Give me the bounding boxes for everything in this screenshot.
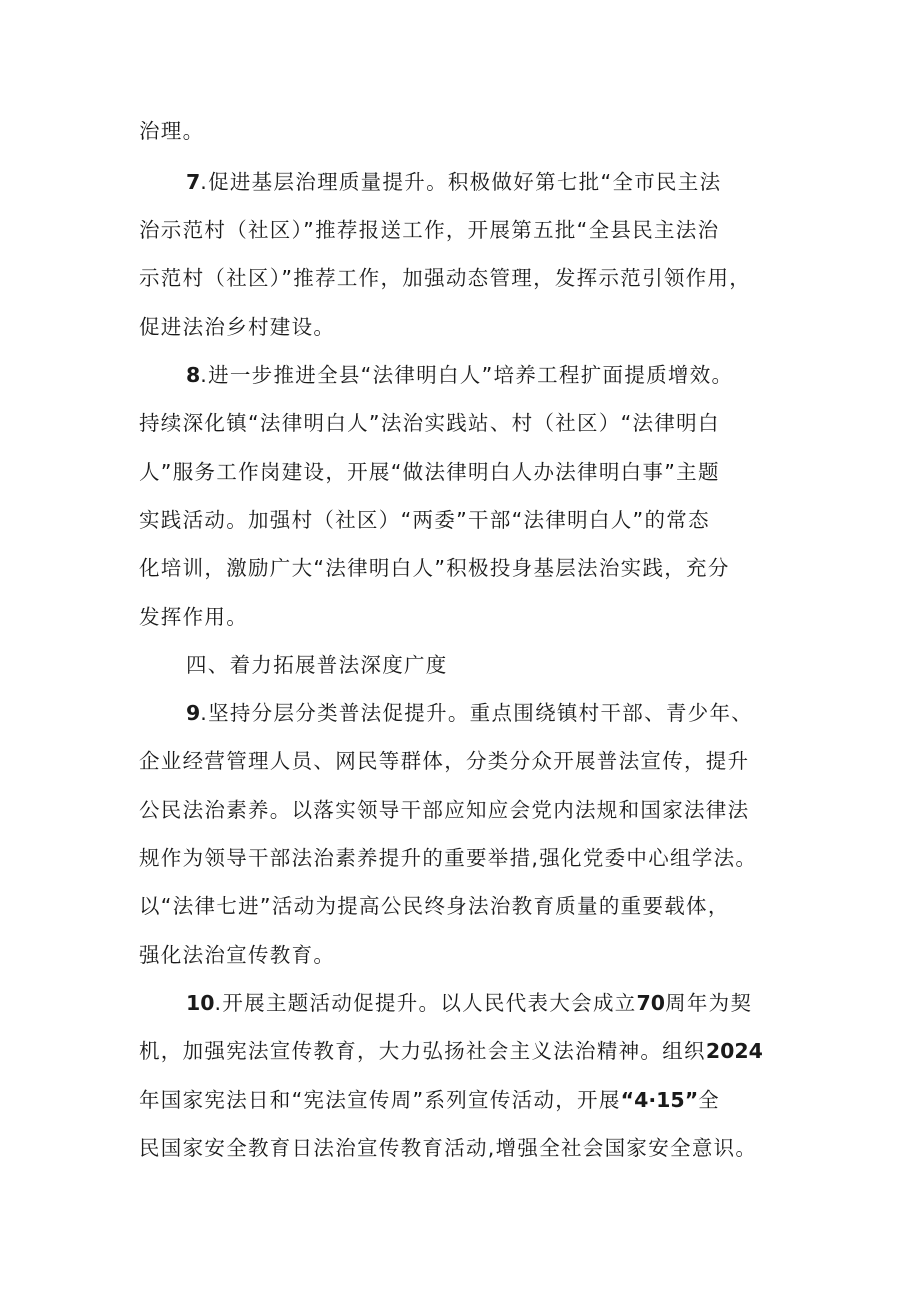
text-line: 治示范村（社区）”推荐报送工作，开展第五批“全县民主法治 [139, 218, 720, 242]
text-line: 人”服务工作岗建设，开展“做法律明白人办法律明白事”主题 [139, 460, 720, 484]
text-line: 强化法治宣传教育。 [139, 943, 336, 967]
text-fragment: 全 [698, 1088, 720, 1112]
inline-number: “4·15” [620, 1088, 699, 1112]
item-heading: .促进基层治理质量提升。积极做好第七批“全市民主法 [200, 170, 722, 194]
text-line: 发挥作用。 [139, 605, 248, 629]
text-line: 规作为领导干部法治素养提升的重要举措,强化党委中心组学法。 [139, 846, 758, 870]
text-fragment: 年国家宪法日和“宪法宣传周”系列宣传活动，开展 [139, 1088, 621, 1112]
item-heading: .坚持分层分类普法促提升。重点围绕镇村干部、青少年、 [200, 701, 754, 725]
text-line [186, 699, 753, 727]
item-number: 9 [186, 701, 201, 725]
item-heading: .进一步推进全县“法律明白人”培养工程扩面提质增效。 [200, 363, 734, 387]
item-heading: .开展主题活动促提升。以人民代表大会成立 [214, 991, 637, 1015]
text-line [139, 1037, 763, 1065]
text-line: 民国家安全教育日法治宣传教育活动,增强全社会国家安全意识。 [139, 1136, 758, 1160]
text-line: 持续深化镇“法律明白人”法治实践站、村（社区）“法律明白 [139, 411, 720, 435]
text-line: 示范村（社区）”推荐工作，加强动态管理，发挥示范引领作用， [139, 266, 752, 290]
paragraph-continuation [139, 117, 204, 145]
text-line: 公民法治素养。以落实领导干部应知应会党内法规和国家法律法 [139, 798, 750, 822]
text-line: 以“法律七进”活动为提高公民终身法治教育质量的重要载体， [139, 894, 730, 918]
text-line: 企业经营管理人员、网民等群体，分类分众开展普法宣传，提升 [139, 749, 750, 773]
item-number: 7 [186, 170, 201, 194]
text-line: 实践活动。加强村（社区）“两委”干部“法律明白人”的常态 [139, 508, 710, 532]
text-line [186, 168, 721, 196]
text-line: 化培训，激励广大“法律明白人”积极投身基层法治实践，充分 [139, 556, 730, 580]
text-line: 治理。 [139, 119, 205, 143]
item-number: 8 [186, 363, 201, 387]
text-fragment: 机，加强宪法宣传教育，大力弘扬社会主义法治精神。组织 [139, 1039, 706, 1063]
inline-number: 2024 [705, 1039, 763, 1063]
item-number: 10 [186, 991, 215, 1015]
text-line [186, 361, 733, 389]
text-line [139, 1086, 720, 1114]
section-heading: 四、着力拓展普法深度广度 [186, 653, 448, 677]
text-line: 促进法治乡村建设。 [139, 315, 336, 339]
inline-number: 70 [636, 991, 666, 1015]
text-line [186, 989, 752, 1017]
text-fragment: 周年为契 [665, 991, 753, 1015]
